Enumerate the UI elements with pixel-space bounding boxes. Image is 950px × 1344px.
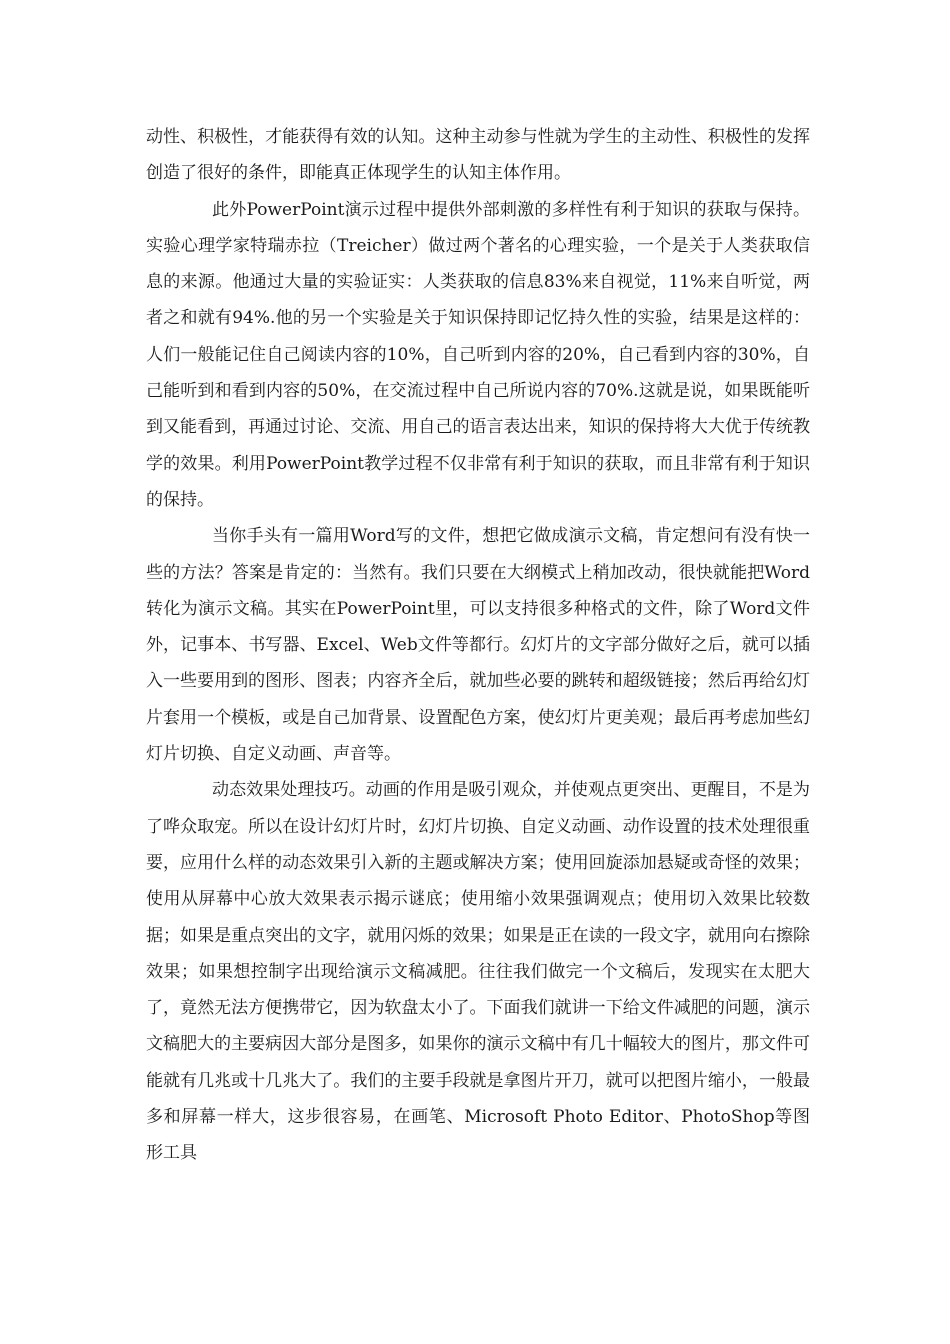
- paragraph-powerpoint-stimulation: 此外PowerPoint演示过程中提供外部刺激的多样性有利于知识的获取与保持。实验心理学家特瑞赤拉（Treicher）做过两个著名的心理实验，一个是关于人类获取信息的来源。他通过大量的实验证实：人类获取的信息83%来自视觉，11%来自听觉，两者之和就有94%.他的另一个实验是关于知识保持即记忆持久性的实验，结果是这样的：人们一般能记住自己阅读内容的10%，自己听到内容的20%，自己看到内容的30%，自己能听到和看到内容的50%，在交流过程中自己所说内容的70%.这就是说，如果既能听到又能看到，再通过讨论、交流、用自己的语言表达出来，知识的保持将大大优于传统教学的效果。利用PowerPoint教学过程不仅非常有利于知识的获取，而且非常有利于知识的保持。: [146, 199, 810, 510]
- paragraph-word-to-slides: 当你手头有一篇用Word写的文件，想把它做成演示文稿，肯定想问有没有快一些的方法？答案是肯定的：当然有。我们只要在大纲模式上稍加改动，很快就能把Word转化为演示文稿。其实在PowerPoint里，可以支持很多种格式的文件，除了Word文件外，记事本、书写器、Excel、Web文件等都行。幻灯片的文字部分做好之后，就可以插入一些要用到的图形、图表；内容齐全后，就加些必要的跳转和超级链接；然后再给幻灯片套用一个模板，或是自己加背景、设置配色方案，使幻灯片更美观；最后再考虑加些幻灯片切换、自定义动画、声音等。: [146, 526, 810, 765]
- paragraph-continuation: 动性、积极性，才能获得有效的认知。这种主动参与性就为学生的主动性、积极性的发挥创造了很好的条件，即能真正体现学生的认知主体作用。: [146, 127, 810, 184]
- document-body: [146, 119, 810, 1172]
- paragraph-animation-tips: 动态效果处理技巧。动画的作用是吸引观众，并使观点更突出、更醒目，不是为了哗众取宠。所以在设计幻灯片时，幻灯片切换、自定义动画、动作设置的技术处理很重要，应用什么样的动态效果引入新的主题或解决方案；使用回旋添加悬疑或奇怪的效果；使用从屏幕中心放大效果表示揭示谜底；使用缩小效果强调观点；使用切入效果比较数据；如果是重点突出的文字，就用闪烁的效果；如果是正在读的一段文字，就用向右擦除效果；如果想控制字出现给演示文稿减肥。往往我们做完一个文稿后，发现实在太肥大了，竟然无法方便携带它，因为软盘太小了。下面我们就讲一下给文件减肥的问题，演示文稿肥大的主要病因大部分是图多，如果你的演示文稿中有几十幅较大的图片，那文件可能就有几兆或十几兆大了。我们的主要手段就是拿图片开刀，就可以把图片缩小，一般最多和屏幕一样大，这步很容易，在画笔、Microsoft Photo Editor、PhotoShop等图形工具: [146, 780, 810, 1164]
